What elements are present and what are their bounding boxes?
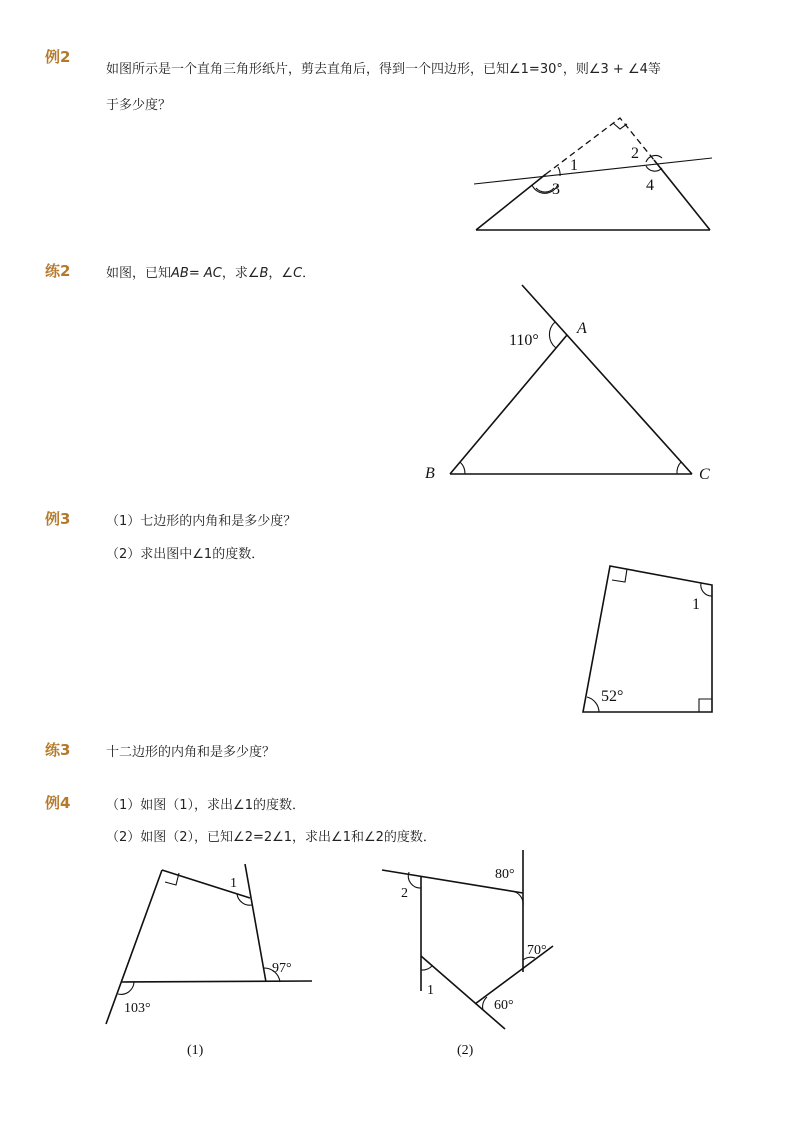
- bottom-side-extended: [122, 981, 312, 982]
- practice-2-sep: ，∠: [268, 266, 294, 281]
- angle-label-4: 4: [646, 177, 654, 194]
- angle-a-exterior-label: 110°: [509, 332, 539, 349]
- practice-2-figure: [415, 278, 725, 490]
- angle-52-label: 52°: [601, 688, 624, 705]
- example-4-question-1: （1）如图（1），求出∠1的度数．: [106, 798, 305, 813]
- angle-b-name: B: [259, 266, 269, 281]
- angle-c-name: C: [293, 266, 303, 281]
- angle-b-arc: [460, 462, 465, 474]
- angle-1-label: 1: [230, 876, 237, 891]
- angle-60-label: 60°: [494, 998, 514, 1013]
- figure-1-caption: (1): [187, 1043, 204, 1058]
- segment-ac: AC: [203, 266, 222, 281]
- angle-103-label: 103°: [124, 1001, 151, 1016]
- angle-label-1: 1: [570, 157, 578, 174]
- example-4-figure-1: [100, 860, 320, 1065]
- angle-70-label: 70°: [527, 943, 547, 958]
- angle-60-arc: [483, 997, 487, 1010]
- practice-2-tag: 练2: [45, 262, 71, 280]
- angle-80-label: 80°: [495, 867, 515, 882]
- example-4-tag: 例4: [45, 794, 71, 812]
- triangle-right-side: [654, 160, 710, 230]
- practice-2-question: [106, 262, 315, 281]
- practice-3-tag: 练3: [45, 741, 71, 759]
- practice-2-text-mid: ，求∠: [221, 266, 260, 281]
- side-ab: [450, 335, 567, 474]
- right-angle-mark-top: [612, 569, 627, 582]
- example-2-question-line-1: 如图所示是一个直角三角形纸片，剪去直角后，得到一个四边形，已知∠1=30°，则∠3 + ∠4等: [106, 62, 661, 77]
- angle-97-label: 97°: [272, 961, 292, 976]
- cut-line: [474, 158, 712, 184]
- angle-52-arc: [587, 697, 599, 712]
- figure-2-caption: (2): [457, 1043, 474, 1058]
- right-angle-mark-bottom: [699, 699, 712, 712]
- angle-label-3: 3: [552, 181, 560, 198]
- practice-3-question: 十二边形的内角和是多少度？: [106, 745, 276, 760]
- segment-ab: AB: [171, 266, 189, 281]
- example-4-question-2: （2）如图（2），已知∠2=2∠1，求出∠1和∠2的度数．: [106, 830, 436, 845]
- example-2-tag: 例2: [45, 48, 71, 66]
- example-4-figure-2: [375, 846, 547, 1065]
- example-2-figure: [470, 112, 720, 237]
- right-side-extended: [245, 864, 266, 982]
- angle-1-label: 1: [427, 983, 434, 998]
- vertex-a-label: A: [577, 320, 587, 337]
- vertex-c-label: C: [699, 466, 710, 483]
- example-3-question-1: （1）七边形的内角和是多少度？: [106, 514, 297, 529]
- practice-2-text-prefix: 如图，已知: [106, 266, 172, 281]
- example-3-question-2: （2）求出图中∠1的度数．: [106, 547, 265, 562]
- equals-sign: =: [188, 266, 204, 281]
- angle-2-label: 2: [401, 886, 408, 901]
- angle-1-label: 1: [692, 596, 700, 613]
- angle-1-arc: [421, 966, 432, 970]
- vertex-b-label: B: [425, 465, 435, 482]
- angle-label-2: 2: [631, 145, 639, 162]
- angle-110-arc: [549, 322, 556, 348]
- line-through-a-and-c: [522, 285, 692, 474]
- example-3-figure: [575, 558, 725, 720]
- example-2-question-line-2: 于多少度？: [106, 98, 172, 113]
- angle-c-arc: [677, 462, 681, 474]
- example-3-tag: 例3: [45, 510, 71, 528]
- practice-2-end: ．: [302, 266, 316, 281]
